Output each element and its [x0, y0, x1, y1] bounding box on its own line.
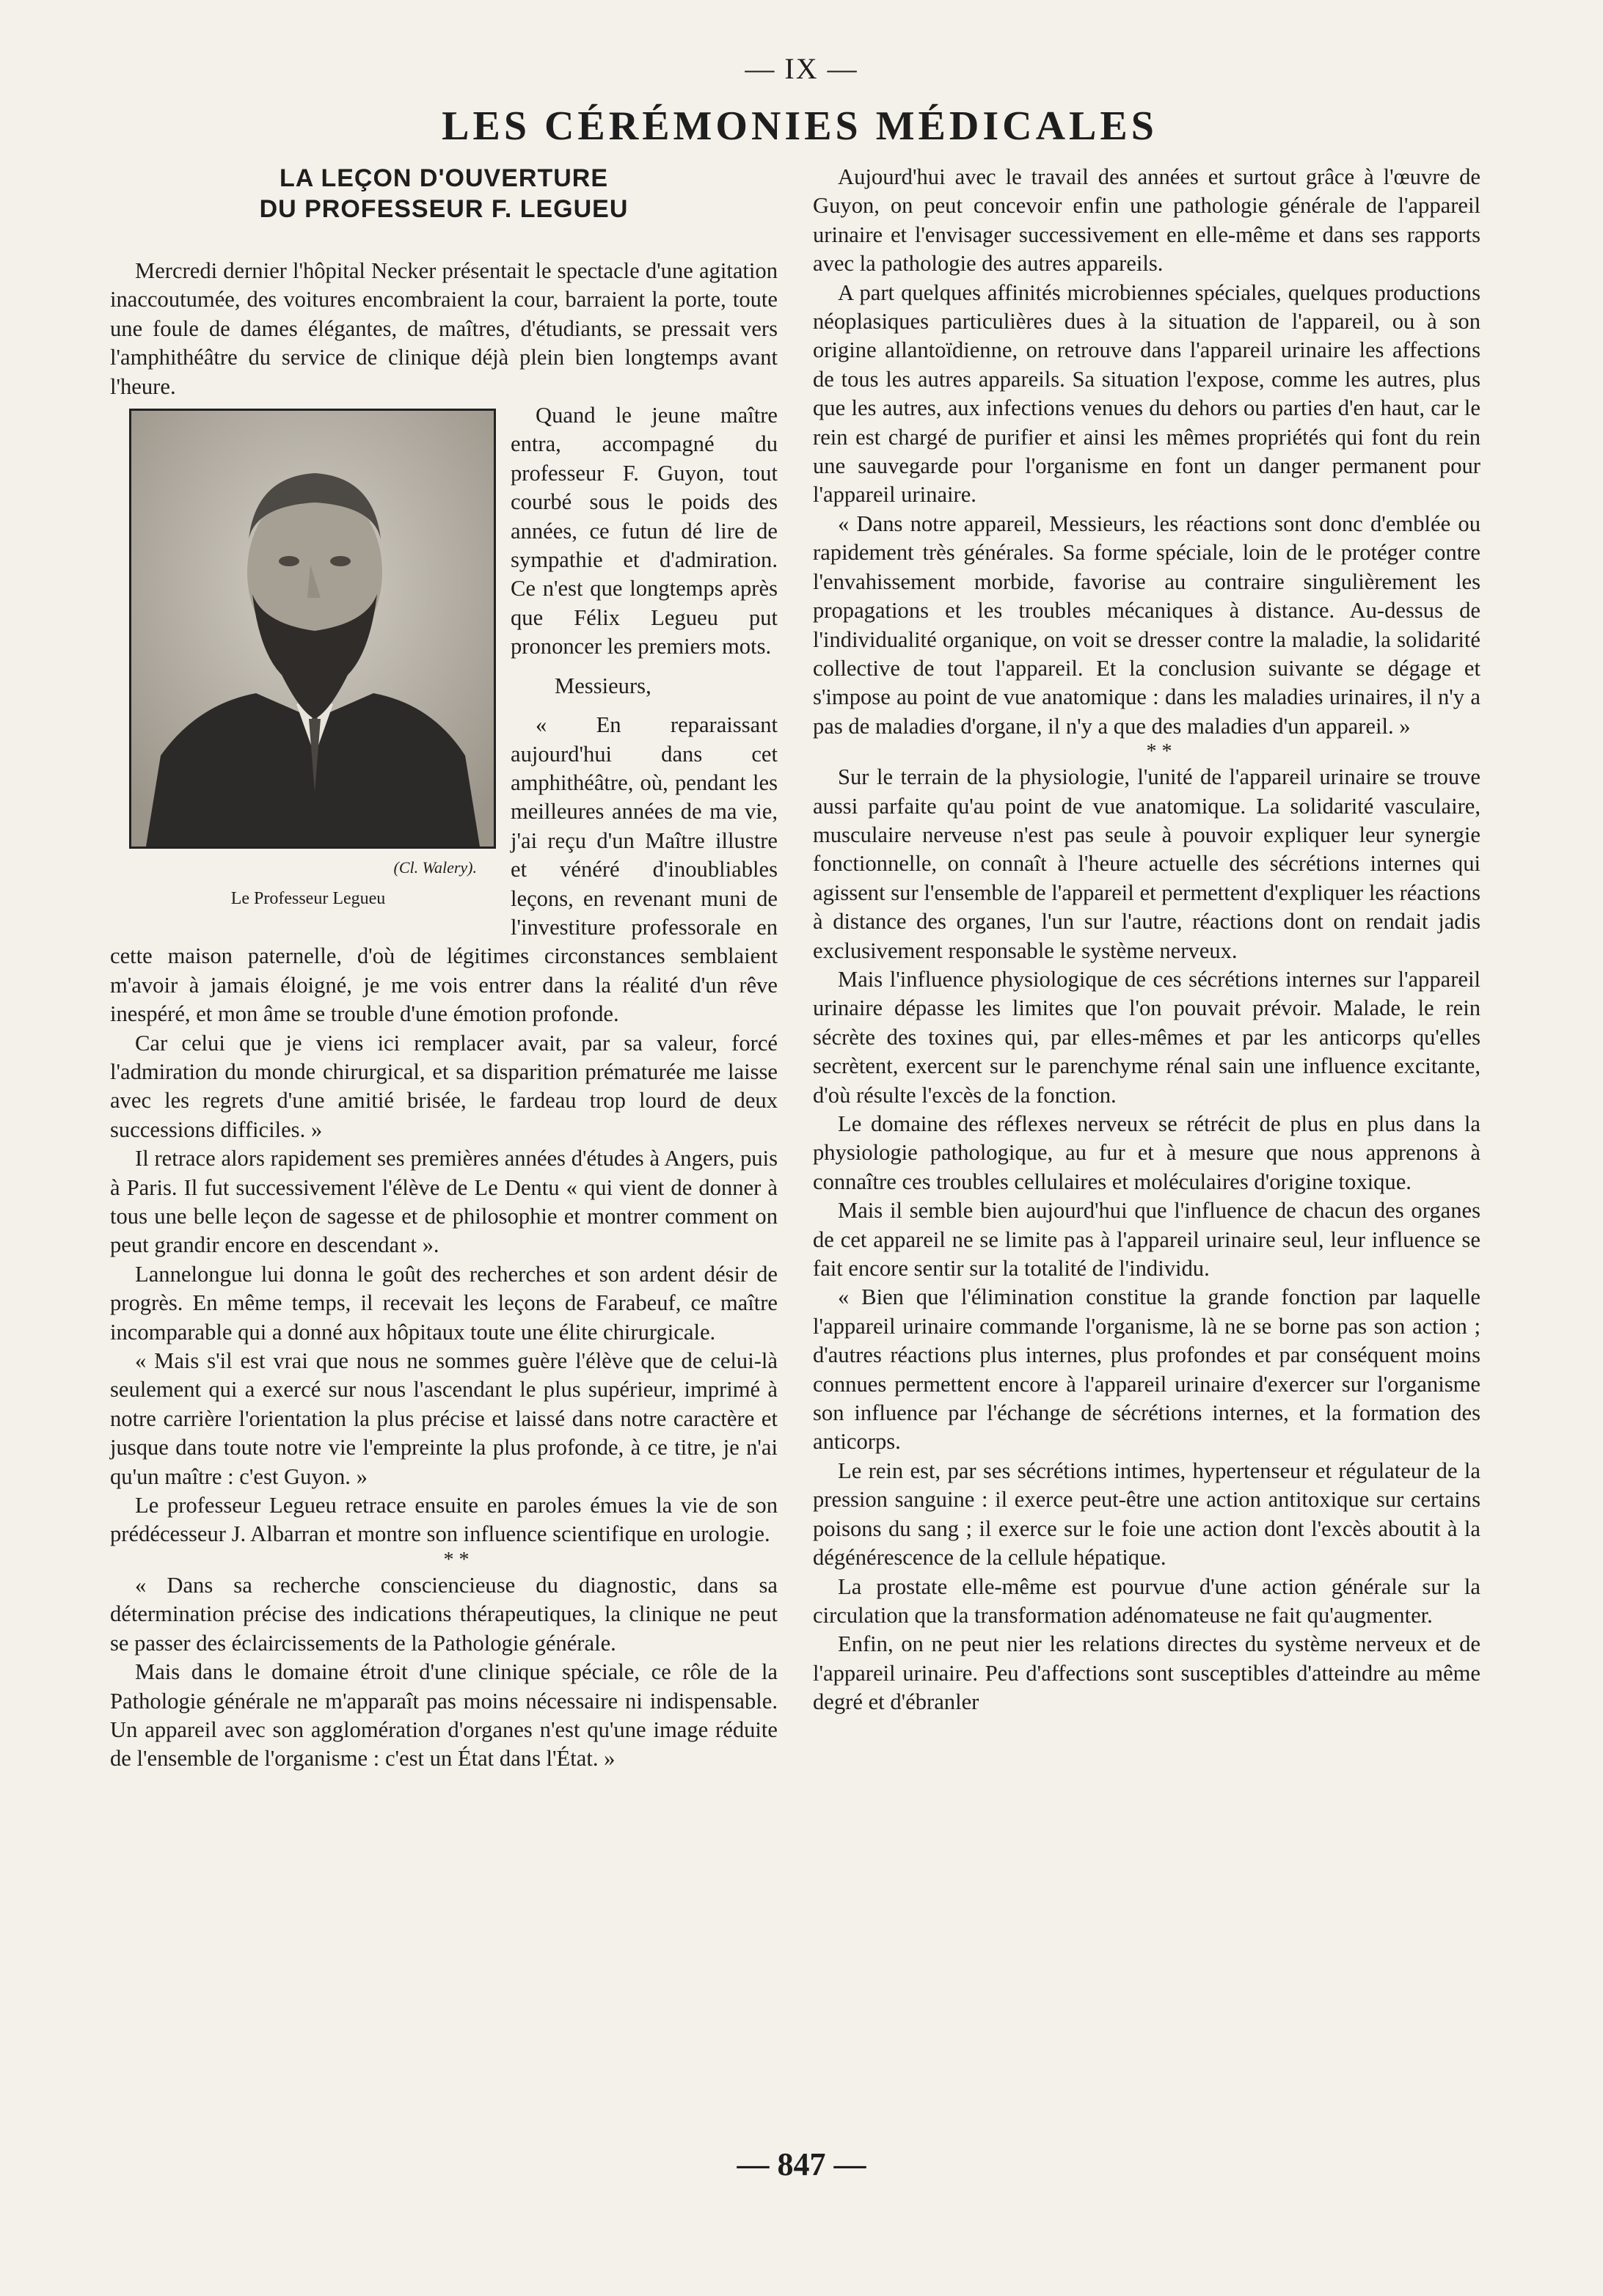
- paragraph: Quand le jeune maître entra, accompagné du professeur F. Guyon, tout courbé sous le poids des années, ce futun dé lire de sympathie et d'admiration. Ce n'est que longtemps après que Félix Legueu put prononcer les premiers mots.: [511, 403, 778, 659]
- paragraph: Aujourd'hui avec le travail des années et surtout grâce à l'œuvre de Guyon, on peut concevoir enfin une pathologie générale de l'appareil urinaire et l'envisager successivement en elle-même et dans ses rapports avec la pathologie des autres appareils.: [813, 164, 1480, 277]
- article-title-line-2: DU PROFESSEUR F. LEGUEU: [259, 195, 629, 223]
- page-title: LES CÉRÉMONIES MÉDICALES: [442, 103, 1158, 149]
- left-column: [110, 163, 778, 1774]
- paragraph: Lannelongue lui donna le goût des recherches et son ardent désir de progrès. En même temps, il recevait les leçons de Farabeuf, ce maître incomparable qui a donné aux hôpitaux toute une élite chirurgicale.: [110, 1261, 778, 1345]
- paragraph: A part quelques affinités microbiennes spéciales, quelques productions néoplasiques particulières dues à la situation de l'appareil, ou à son origine allantoïdienne, on retrouve dans l'appareil urinaire les affections de tous les autres appareils. Sa situation l'expose, comme les autres, plus que les autres, aux infections venues du dehors ou parties d'en haut, car le rein est chargé de purifier et ainsi les mêmes propriétés qui font du rein une sauvegarde pour l'organisme en font un danger permanent pour l'appareil urinaire.: [813, 279, 1480, 508]
- section-separator: * *: [443, 1548, 470, 1571]
- figure-caption: Le Professeur Legueu: [230, 889, 386, 909]
- page-number-bottom: — 847 —: [737, 2146, 866, 2182]
- paragraph: Le professeur Legueu retrace ensuite en paroles émues la vie de son prédécesseur J. Albarran et montre son influence scientifique en urologie.: [110, 1493, 778, 1547]
- paragraph: Mais dans le domaine étroit d'une clinique spéciale, ce rôle de la Pathologie générale ne m'apparaît pas moins nécessaire ni indispensable. Un appareil avec son agglomération d'organes n'est qu'une image réduite de l'ensemble de l'organisme : c'est un État dans l'État. »: [110, 1659, 778, 1772]
- paragraph: Le domaine des réflexes nerveux se rétrécit de plus en plus dans la physiologie pathologique, au fur et à mesure que nous apprenons à connaître ces troubles cellulaires et moléculaires d'origine toxique.: [813, 1111, 1480, 1194]
- paragraph: Il retrace alors rapidement ses premières années d'études à Angers, puis à Paris. Il fut successivement l'élève de Le Dentu « qui vient de donner à tous une belle leçon de sagesse et de philosophie et montrer comment on peut grandir encore en descendant ».: [110, 1146, 778, 1258]
- salutation: Messieurs,: [555, 673, 651, 698]
- page-number-top: — IX —: [745, 52, 858, 85]
- article-title: [110, 163, 778, 224]
- article-title-line-1: LA LEÇON D'OUVERTURE: [279, 164, 609, 192]
- portrait-photo: [129, 409, 496, 849]
- right-column: [813, 163, 1480, 1717]
- paragraph: Sur le terrain de la physiologie, l'unité de l'appareil urinaire se trouve aussi parfaite qu'au point de vue anatomique. La solidarité vasculaire, musculaire nerveuse n'est pas seule à pouvoir expliquer leur synergie fonctionnelle, on connaît à l'heure actuelle des sécrétions internes qui agissent sur l'ensemble de l'appareil et permettent d'expliquer les réactions à distance des organes, l'un sur l'autre, réactions dont on rendait jadis exclusivement responsable le système nerveux.: [813, 764, 1480, 963]
- paragraph: « Mais s'il est vrai que nous ne sommes guère l'élève que de celui-là seulement qui a exercé sur nous l'ascendant le plus supérieur, imprimé à notre carrière l'orientation la plus précise et laissé dans notre caractère et jusque dans toute notre vie l'empreinte la plus profonde, à ce titre, je n'ai qu'un maître : c'est Guyon. »: [110, 1348, 778, 1489]
- portrait-illustration: [131, 411, 494, 847]
- paragraph: « En reparaissant aujourd'hui dans cet amphithéâtre, où, pendant les meilleures années de ma vie, j'ai reçu d'un Maître illustre et vénéré d'inoubliables leçons, en revenant muni de l'investiture professorale en cette maison paternelle, d'où de légitimes circonstances semblaient m'avoir à jamais éloigné, je me vois entrer dans la réalité d'un rêve inespéré, et mon âme se trouble d'une émotion profonde.: [110, 712, 778, 1027]
- paragraph: Enfin, on ne peut nier les relations directes du système nerveux et de l'appareil urinaire. Peu d'affections sont susceptibles d'atteindre au même degré et d'ébranler: [813, 1631, 1480, 1715]
- paragraph: « Dans sa recherche consciencieuse du diagnostic, dans sa détermination précise des indications thérapeutiques, la clinique ne peut se passer des éclaircissements de la Pathologie générale.: [110, 1572, 778, 1656]
- paragraph: Mais l'influence physiologique de ces sécrétions internes sur l'appareil urinaire dépasse les limites que l'on pouvait prévoir. Malade, le rein sécrète des toxines qui, par elles-mêmes et par les anticorps qu'elles secrètent, exercent sur le parenchyme rénal sain une influence excitante, d'où résulte l'excès de la fonction.: [813, 966, 1480, 1108]
- paragraph: La prostate elle-même est pourvue d'une action générale sur la circulation que la transformation adénomateuse ne fait qu'augmenter.: [813, 1573, 1480, 1628]
- section-separator: * *: [1146, 740, 1172, 764]
- paragraph: Mais il semble bien aujourd'hui que l'influence de chacun des organes de cet appareil ne se limite pas à l'appareil urinaire seul, leur influence se fait encore sentir sur la totalité de l'individu.: [813, 1198, 1480, 1282]
- paragraph: « Dans notre appareil, Messieurs, les réactions sont donc d'emblée ou rapidement très générales. Sa forme spéciale, loin de le protéger contre l'envahissement morbide, favorise au contraire singulièrement les propagations et les troubles mécaniques à distance. Au-dessus de l'individualité organique, on voit se dresser contre la maladie, la solidarité collective de tout l'appareil. Et la conclusion suivante se dégage et s'impose au point de vue anatomique : dans les maladies urinaires, il n'y a pas de maladies d'organe, il n'y a que des maladies d'un appareil. »: [813, 511, 1480, 739]
- portrait-figure: [110, 409, 492, 914]
- paragraph: Le rein est, par ses sécrétions intimes, hypertenseur et régulateur de la pression sanguine : il exerce peut-être une action antitoxique sur certains poisons du sang ; il exerce sur le foie une action dont l'excès aboutit à la dégénérescence de la cellule hépatique.: [813, 1458, 1480, 1571]
- paragraph: « Bien que l'élimination constitue la grande fonction par laquelle l'appareil urinaire commande l'organisme, là ne se borne pas son action ; d'autres réactions plus internes, plus profondes et par conséquent moins connues permettent encore à l'appareil urinaire d'exercer sur l'organisme son influence par l'échange de sécrétions internes, et la formation des anticorps.: [813, 1284, 1480, 1455]
- paragraph: Car celui que je viens ici remplacer avait, par sa valeur, forcé l'admiration du monde chirurgical, et sa disparition prématurée me laisse avec les regrets d'une amitié brisée, le fardeau trop lourd de deux successions difficiles. »: [110, 1030, 778, 1142]
- paragraph: Mercredi dernier l'hôpital Necker présentait le spectacle d'une agitation inaccoutumée, des voitures encombraient la cour, barraient la porte, toute une foule de dames élégantes, de maîtres, d'étudiants, se pressait vers l'amphithéâtre du service de clinique déjà plein bien longtemps avant l'heure.: [110, 258, 778, 399]
- photo-credit: (Cl. Walery).: [393, 858, 477, 877]
